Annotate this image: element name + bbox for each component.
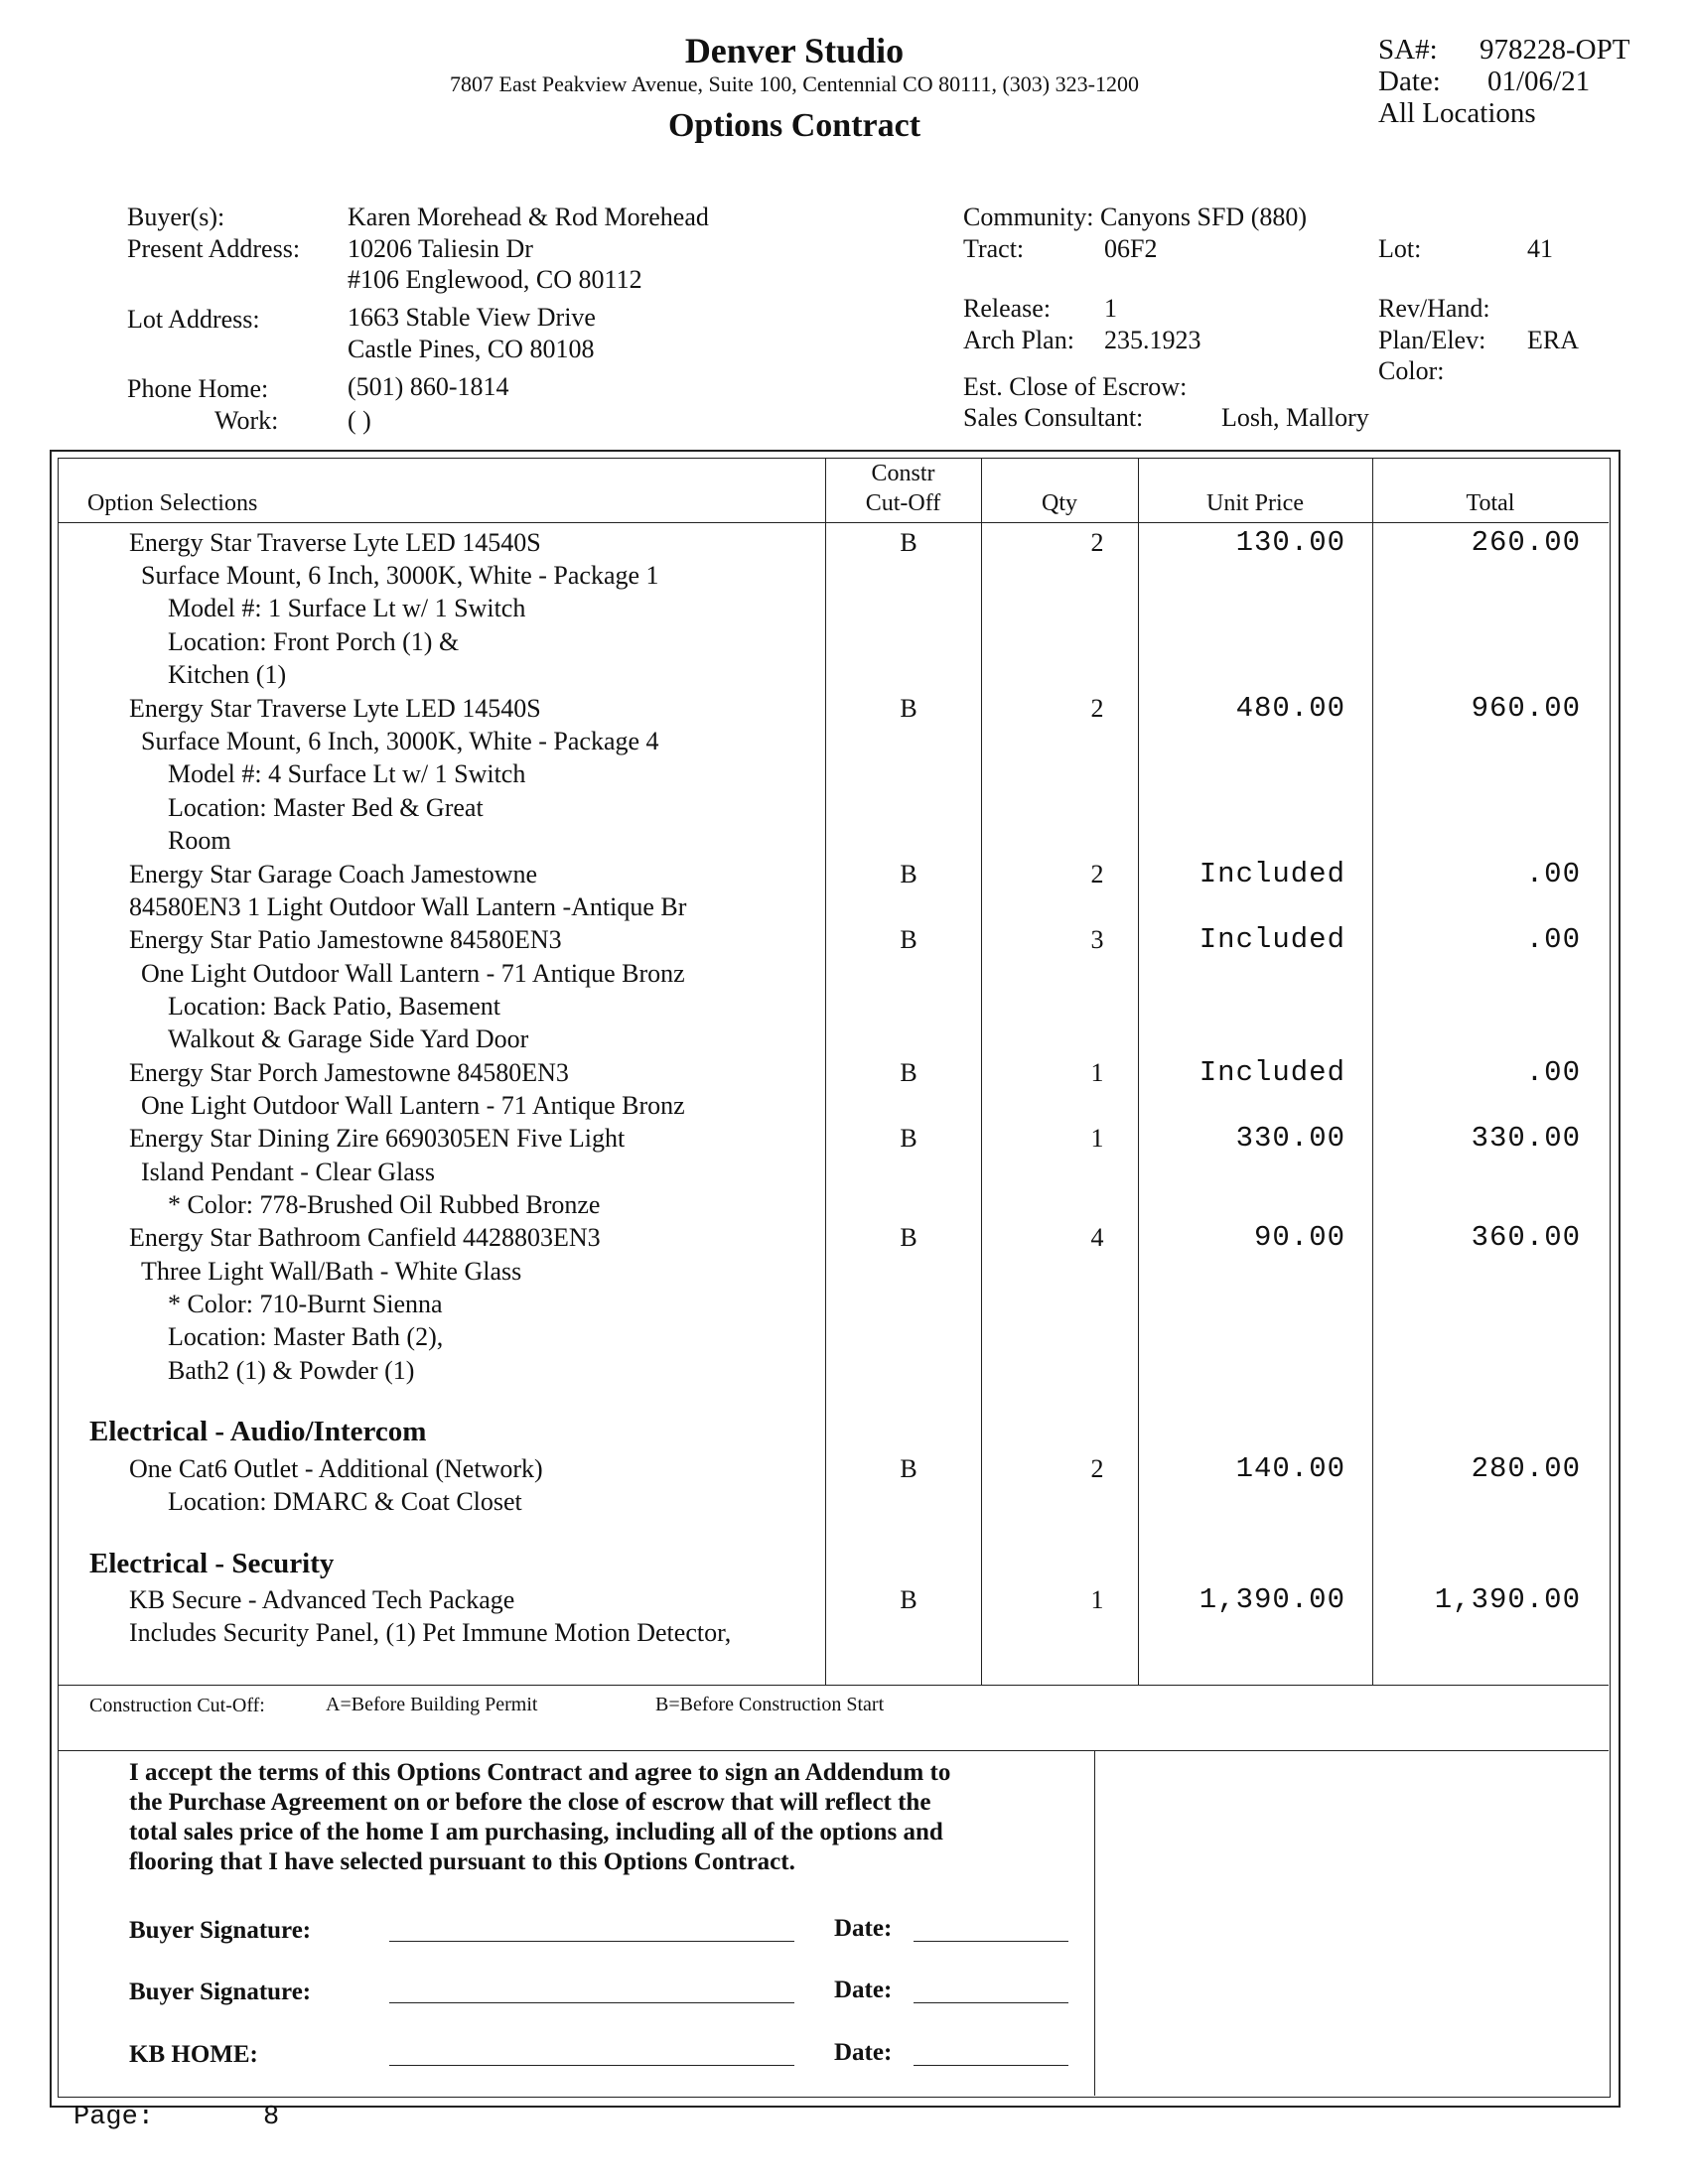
item-2-line-3: Model #: 4 Surface Lt w/ 1 Switch — [168, 759, 526, 788]
est-close-label: Est. Close of Escrow: — [963, 372, 1188, 401]
kb-home-signature-line[interactable] — [389, 2065, 794, 2066]
studio-address: 7807 East Peakview Avenue, Suite 100, Centennial CO 80111, (303) 323-1200 — [450, 71, 1139, 96]
item-4-line-3: Location: Back Patio, Basement — [168, 992, 501, 1021]
item-1-qty: 2 — [1090, 528, 1104, 557]
phone-home-value: (501) 860-1814 — [348, 372, 509, 401]
legend-top-divider — [58, 1685, 1609, 1686]
item-3-cutoff: B — [900, 860, 917, 888]
item-6-qty: 1 — [1090, 1124, 1104, 1153]
security-item-line-1: KB Secure - Advanced Tech Package — [129, 1585, 515, 1614]
security-item-unit-price: 1,390.00 — [1198, 1583, 1345, 1616]
audio-item-total: 280.00 — [1471, 1452, 1581, 1485]
buyer-signature-2-line[interactable] — [389, 2002, 794, 2003]
kb-home-date-label: Date: — [834, 2039, 893, 2066]
sa-label: SA#: — [1378, 34, 1438, 66]
rev-hand-label: Rev/Hand: — [1378, 294, 1490, 323]
buyer-signature-1-label: Buyer Signature: — [129, 1917, 312, 1944]
release-label: Release: — [963, 294, 1052, 323]
buyer-signature-2-label: Buyer Signature: — [129, 1979, 312, 2005]
buyer-signature-2-date-line[interactable] — [914, 2002, 1068, 2003]
item-3-line-1: Energy Star Garage Coach Jamestowne — [129, 860, 538, 888]
date-label: Date: — [1378, 66, 1441, 97]
section-heading-audio-intercom: Electrical - Audio/Intercom — [89, 1416, 427, 1447]
contract-title: Options Contract — [667, 107, 921, 144]
contract-date: 01/06/21 — [1487, 66, 1591, 97]
column-header-cutoff: Cut-Off — [865, 490, 941, 516]
item-2-unit-price: 480.00 — [1235, 692, 1345, 725]
present-address-label: Present Address: — [127, 234, 301, 263]
security-item-total: 1,390.00 — [1434, 1583, 1581, 1616]
buyers-label: Buyer(s): — [127, 203, 225, 231]
lot-label: Lot: — [1378, 234, 1422, 263]
item-5-unit-price: Included — [1198, 1056, 1345, 1089]
arch-plan-value: 235.1923 — [1104, 326, 1201, 354]
cutoff-legend-b: B=Before Construction Start — [655, 1694, 885, 1715]
item-6-line-2: Island Pendant - Clear Glass — [141, 1158, 436, 1186]
item-2-line-4: Location: Master Bed & Great — [168, 793, 484, 822]
item-5-line-2: One Light Outdoor Wall Lantern - 71 Antique Bronz — [141, 1091, 685, 1120]
kb-home-date-line[interactable] — [914, 2065, 1068, 2066]
column-divider-cutoff — [825, 458, 826, 1685]
security-item-cutoff: B — [900, 1585, 917, 1614]
item-6-line-3: * Color: 778-Brushed Oil Rubbed Bronze — [168, 1190, 601, 1219]
studio-name: Denver Studio — [684, 31, 905, 70]
legend-bottom-divider — [58, 1750, 1609, 1751]
item-1-cutoff: B — [900, 528, 917, 557]
audio-item-cutoff: B — [900, 1454, 917, 1483]
locations: All Locations — [1378, 97, 1536, 129]
item-7-line-1: Energy Star Bathroom Canfield 4428803EN3 — [129, 1223, 601, 1252]
color-label: Color: — [1378, 356, 1445, 385]
column-header-constr: Constr — [871, 461, 935, 486]
item-1-total: 260.00 — [1471, 526, 1581, 559]
phone-home-label: Phone Home: — [127, 374, 269, 403]
item-1-line-3: Model #: 1 Surface Lt w/ 1 Switch — [168, 594, 526, 622]
item-5-line-1: Energy Star Porch Jamestowne 84580EN3 — [129, 1058, 569, 1087]
item-2-cutoff: B — [900, 694, 917, 723]
audio-item-unit-price: 140.00 — [1235, 1452, 1345, 1485]
item-7-line-3: * Color: 710-Burnt Sienna — [168, 1290, 443, 1318]
item-5-cutoff: B — [900, 1058, 917, 1087]
buyers-value: Karen Morehead & Rod Morehead — [348, 203, 709, 231]
item-4-line-1: Energy Star Patio Jamestowne 84580EN3 — [129, 925, 562, 954]
header-row-divider — [58, 522, 1609, 523]
buyer-signature-1-date-line[interactable] — [914, 1941, 1068, 1942]
item-5-total: .00 — [1525, 1056, 1581, 1089]
item-3-line-2: 84580EN3 1 Light Outdoor Wall Lantern -Antique Br — [129, 892, 687, 921]
buyer-signature-1-date-label: Date: — [834, 1915, 893, 1942]
column-header-option-selections: Option Selections — [87, 490, 258, 516]
lot-address-line1: 1663 Stable View Drive — [348, 303, 596, 332]
item-2-line-1: Energy Star Traverse Lyte LED 14540S — [129, 694, 541, 723]
lot-value: 41 — [1527, 234, 1553, 263]
release-value: 1 — [1104, 294, 1117, 323]
item-6-total: 330.00 — [1471, 1122, 1581, 1155]
present-address-line2: #106 Englewood, CO 80112 — [348, 265, 642, 294]
page-number: 8 — [263, 2103, 280, 2132]
buyer-signature-1-line[interactable] — [389, 1941, 794, 1942]
plan-elev-value: ERA — [1527, 326, 1579, 354]
security-item-qty: 1 — [1090, 1585, 1104, 1614]
item-7-cutoff: B — [900, 1223, 917, 1252]
item-2-total: 960.00 — [1471, 692, 1581, 725]
arch-plan-label: Arch Plan: — [963, 326, 1074, 354]
work-value: ( ) — [348, 406, 371, 435]
column-header-total: Total — [1466, 490, 1515, 516]
acceptance-text-line-1: I accept the terms of this Options Contract and agree to sign an Addendum to — [129, 1759, 951, 1786]
cutoff-legend-label: Construction Cut-Off: — [89, 1695, 265, 1716]
item-7-total: 360.00 — [1471, 1221, 1581, 1254]
item-2-line-2: Surface Mount, 6 Inch, 3000K, White - Package 4 — [141, 727, 659, 755]
sa-number: 978228-OPT — [1480, 34, 1630, 66]
security-item-line-2: Includes Security Panel, (1) Pet Immune Motion Detector, — [129, 1618, 732, 1647]
acceptance-text-line-4: flooring that I have selected pursuant to this Options Contract. — [129, 1848, 795, 1875]
column-header-unit-price: Unit Price — [1206, 490, 1304, 516]
item-2-qty: 2 — [1090, 694, 1104, 723]
page-number-footer — [73, 2103, 279, 2132]
item-4-cutoff: B — [900, 925, 917, 954]
work-label: Work: — [214, 406, 279, 435]
acceptance-text-line-3: total sales price of the home I am purchasing, including all of the options and — [129, 1819, 943, 1845]
lot-address-line2: Castle Pines, CO 80108 — [348, 335, 595, 363]
tract-label: Tract: — [963, 234, 1025, 263]
item-7-line-4: Location: Master Bath (2), — [168, 1322, 444, 1351]
kb-home-signature-label: KB HOME: — [129, 2041, 258, 2068]
item-3-unit-price: Included — [1198, 858, 1345, 890]
item-4-line-2: One Light Outdoor Wall Lantern - 71 Antique Bronz — [141, 959, 685, 988]
audio-item-line-1: One Cat6 Outlet - Additional (Network) — [129, 1454, 543, 1483]
item-7-line-2: Three Light Wall/Bath - White Glass — [141, 1257, 522, 1286]
item-3-qty: 2 — [1090, 860, 1104, 888]
item-5-qty: 1 — [1090, 1058, 1104, 1087]
item-7-unit-price: 90.00 — [1253, 1221, 1345, 1254]
item-7-line-5: Bath2 (1) & Powder (1) — [168, 1356, 415, 1385]
item-4-total: .00 — [1525, 923, 1581, 956]
community-value: Canyons SFD (880) — [1100, 203, 1308, 231]
item-1-line-4: Location: Front Porch (1) & — [168, 627, 460, 656]
item-6-line-1: Energy Star Dining Zire 6690305EN Five Light — [129, 1124, 626, 1153]
sales-consultant-value: Losh, Mallory — [1221, 403, 1369, 432]
sales-consultant-label: Sales Consultant: — [963, 403, 1144, 432]
present-address-line1: 10206 Taliesin Dr — [348, 234, 533, 263]
item-6-unit-price: 330.00 — [1235, 1122, 1345, 1155]
page-label: Page: — [73, 2103, 155, 2132]
item-1-line-1: Energy Star Traverse Lyte LED 14540S — [129, 528, 541, 557]
item-4-line-4: Walkout & Garage Side Yard Door — [168, 1024, 529, 1053]
item-4-qty: 3 — [1090, 925, 1104, 954]
signature-area-divider — [1094, 1750, 1095, 2096]
item-1-line-5: Kitchen (1) — [168, 660, 287, 689]
item-4-unit-price: Included — [1198, 923, 1345, 956]
cutoff-legend-a: A=Before Building Permit — [326, 1694, 538, 1715]
lot-address-label: Lot Address: — [127, 305, 260, 334]
item-1-unit-price: 130.00 — [1235, 526, 1345, 559]
item-1-line-2: Surface Mount, 6 Inch, 3000K, White - Package 1 — [141, 561, 659, 590]
audio-item-qty: 2 — [1090, 1454, 1104, 1483]
tract-value: 06F2 — [1104, 234, 1158, 263]
section-heading-security: Electrical - Security — [89, 1548, 335, 1579]
item-2-line-5: Room — [168, 826, 231, 855]
buyer-signature-2-date-label: Date: — [834, 1977, 893, 2003]
plan-elev-label: Plan/Elev: — [1378, 326, 1486, 354]
acceptance-text-line-2: the Purchase Agreement on or before the close of escrow that will reflect the — [129, 1789, 931, 1816]
audio-item-line-2: Location: DMARC & Coat Closet — [168, 1487, 522, 1516]
item-6-cutoff: B — [900, 1124, 917, 1153]
item-7-qty: 4 — [1090, 1223, 1104, 1252]
item-3-total: .00 — [1525, 858, 1581, 890]
community-label: Community: — [963, 203, 1094, 231]
column-header-qty: Qty — [1042, 490, 1077, 516]
